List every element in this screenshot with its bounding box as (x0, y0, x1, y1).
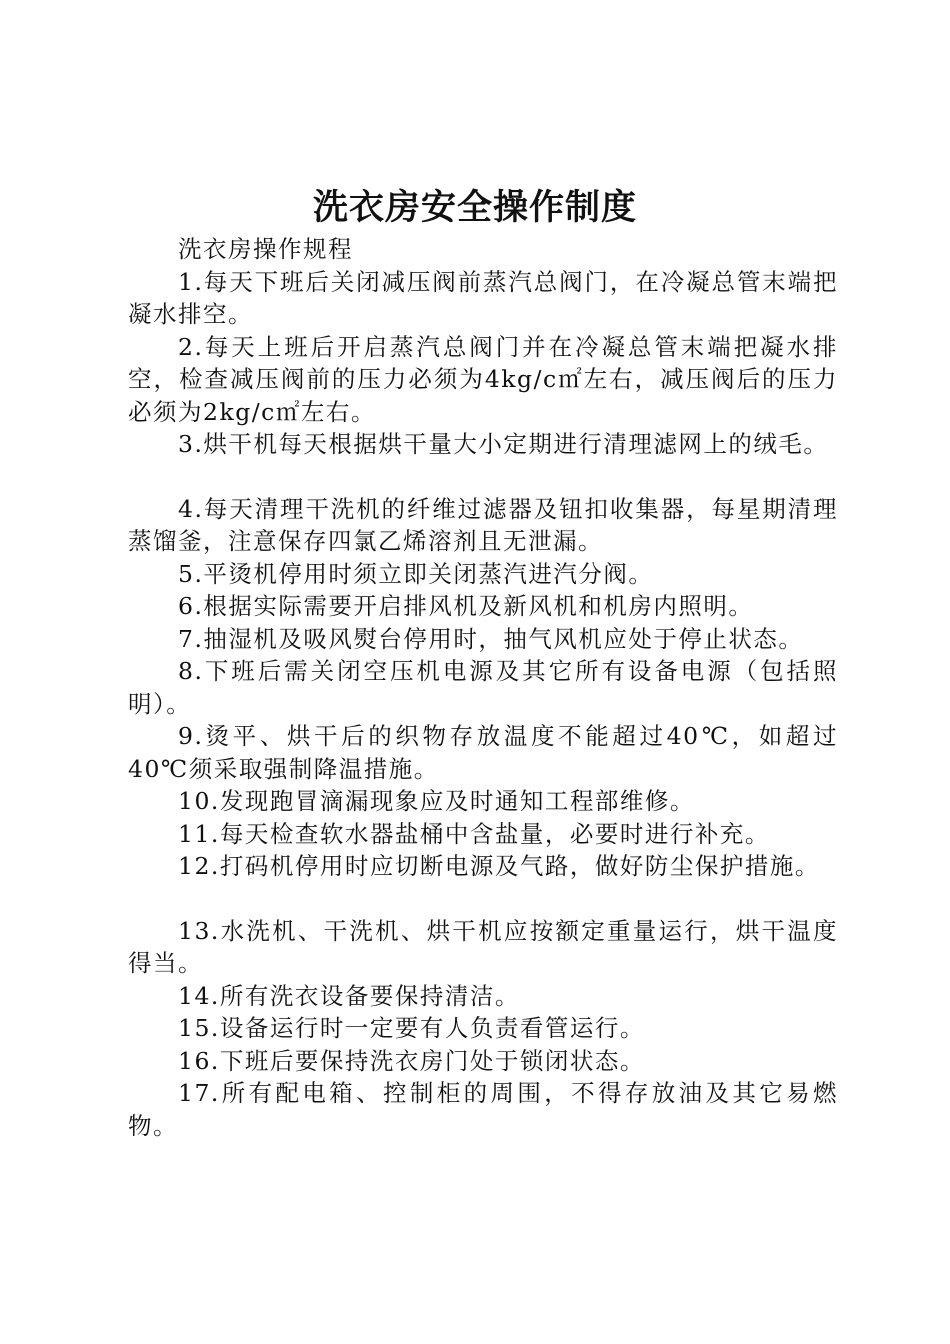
rule-item-13: 13.水洗机、干洗机、烘干机应按额定重量运行，烘干温度得当。 (128, 916, 838, 977)
document-title: 洗衣房安全操作制度 (312, 188, 637, 228)
rule-item-10: 10.发现跑冒滴漏现象应及时通知工程部维修。 (178, 787, 695, 815)
rule-item-15: 15.设备运行时一定要有人负责看管运行。 (178, 1014, 645, 1042)
rule-item-7: 7.抽湿机及吸风熨台停用时，抽气风机应处于停止状态。 (178, 624, 804, 653)
rule-item-5: 5.平烫机停用时须立即关闭蒸汽进汽分阀。 (178, 559, 654, 588)
document-body (128, 233, 838, 1142)
rule-item-8: 8.下班后需关闭空压机电源及其它所有设备电源（包括照明）。 (128, 657, 838, 718)
rule-item-1: 1.每天下班后关闭减压阀前蒸汽总阀门，在冷凝总管末端把凝水排空。 (128, 267, 838, 328)
rule-item-3: 3.烘干机每天根据烘干量大小定期进行清理滤网上的绒毛。 (178, 430, 829, 458)
rule-item-4: 4.每天清理干洗机的纤维过滤器及钮扣收集器，每星期清理蒸馏釜，注意保存四氯乙烯溶剂且无泄漏。 (128, 494, 838, 555)
rule-item-16: 16.下班后要保持洗衣房门处于锁闭状态。 (178, 1046, 645, 1075)
rule-item-9: 9.烫平、烘干后的织物存放温度不能超过40℃，如超过40℃须采取强制降温措施。 (128, 722, 838, 783)
rule-item-17: 17.所有配电箱、控制柜的周围，不得存放油及其它易燃物。 (128, 1079, 838, 1140)
rule-item-14: 14.所有洗衣设备要保持清洁。 (178, 981, 520, 1010)
rule-item-11: 11.每天检查软水器盐桶中含盐量，必要时进行补充。 (178, 819, 770, 848)
rule-item-2: 2.每天上班后开启蒸汽总阀门并在冷凝总管末端把凝水排空，检查减压阀前的压力必须为4kg/c㎡左右，减压阀后的压力必须为2kg/c㎡左右。 (128, 332, 838, 426)
rule-item-12: 12.打码机停用时应切断电源及气路，做好防尘保护措施。 (178, 852, 820, 880)
section-heading: 洗衣房操作规程 (178, 235, 353, 263)
rule-item-6: 6.根据实际需要开启排风机及新风机和机房内照明。 (178, 592, 754, 620)
